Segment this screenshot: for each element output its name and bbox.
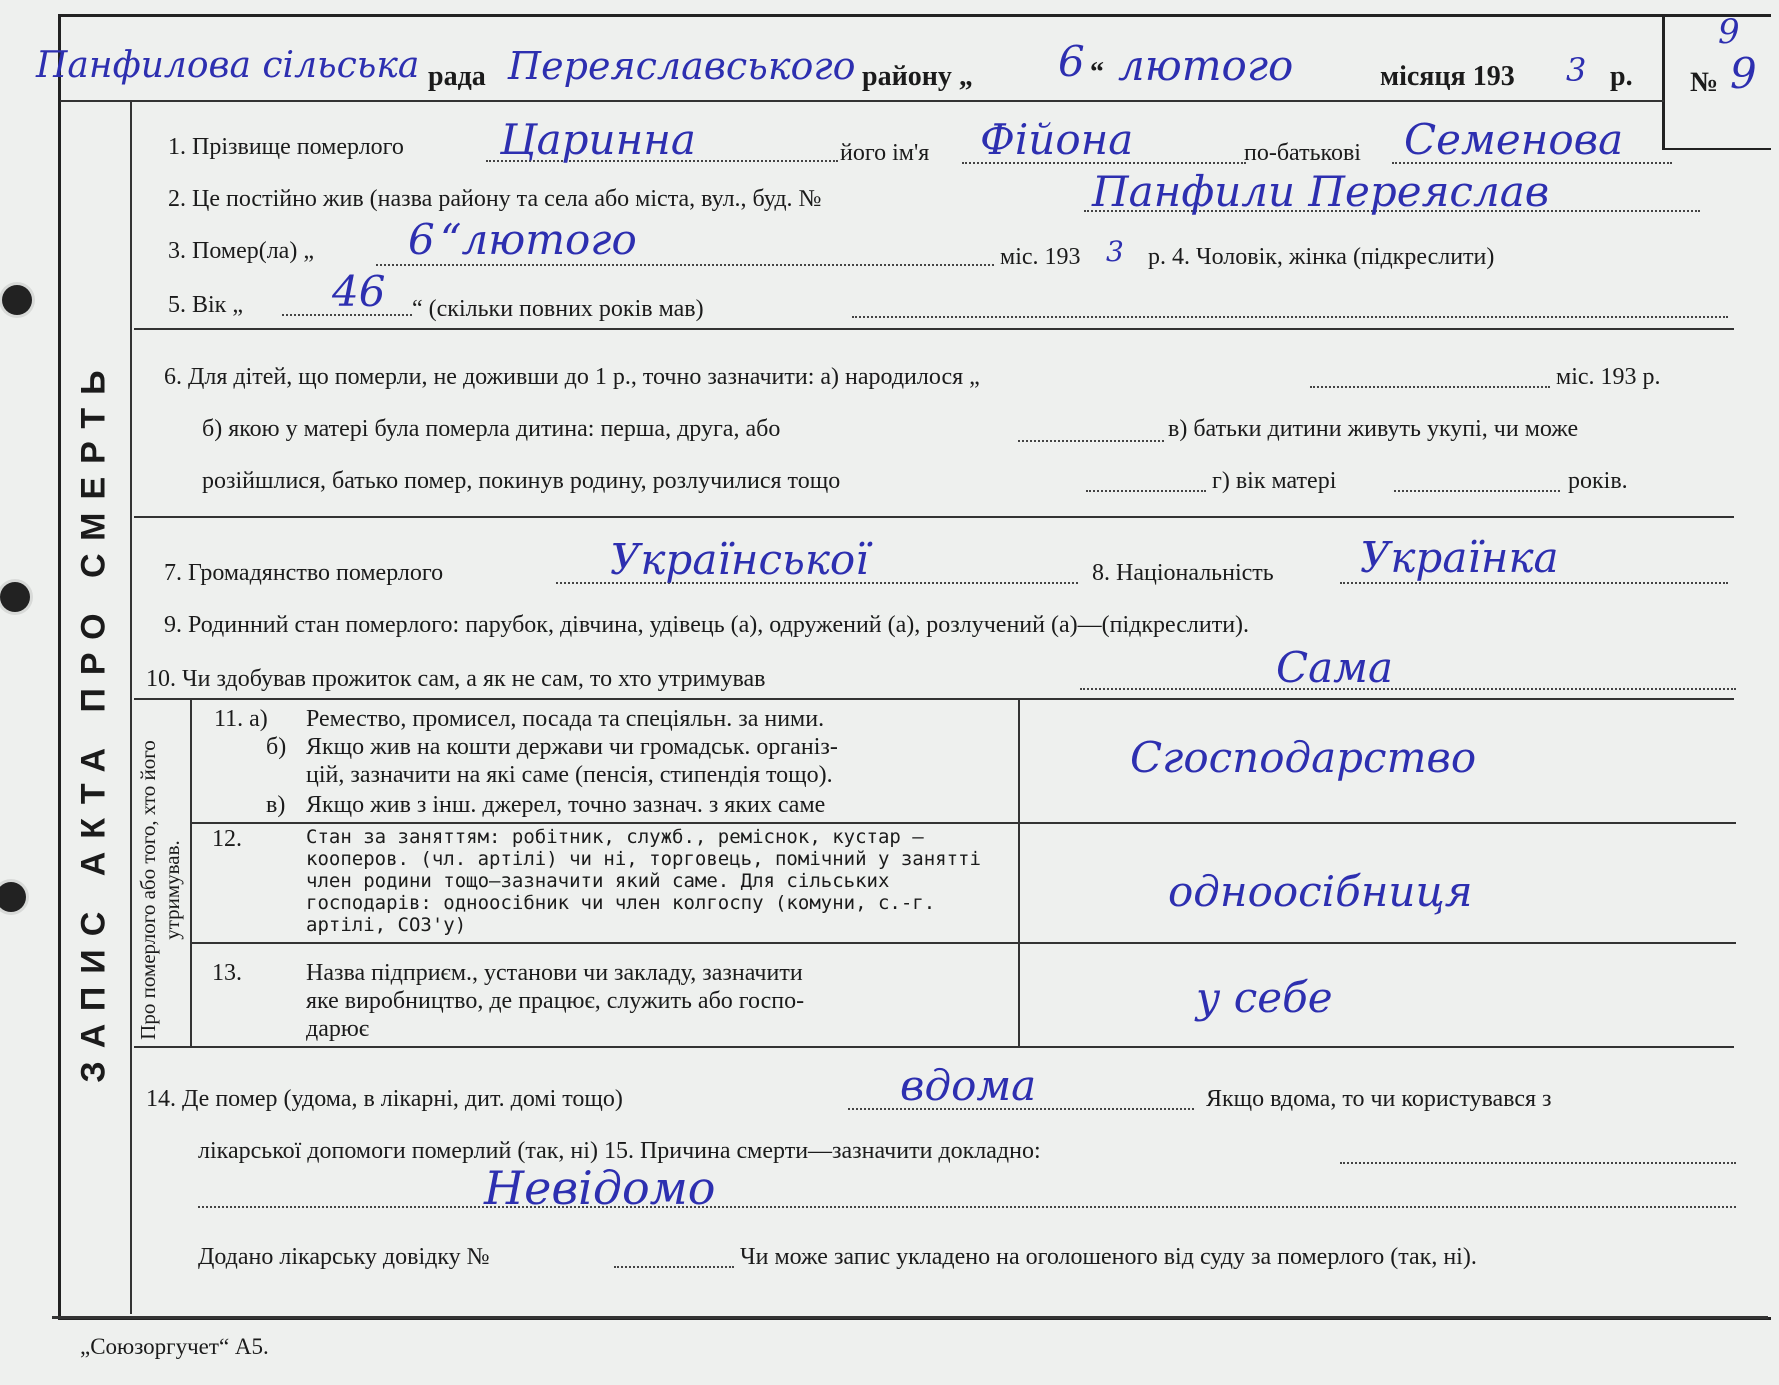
rotated-note: Про померлого або того, хто його утримував. bbox=[136, 740, 184, 1040]
f2-label: 2. Це постійно жив (назва району та села або міста, вул., буд. № bbox=[168, 186, 822, 212]
f3-year-digit: 3 bbox=[1106, 235, 1124, 268]
f14-line2: лікарської допомоги померлий (так, ні) 15. Причина смерти—зазначити докладно: bbox=[198, 1138, 1041, 1164]
f5-value: 46 bbox=[332, 267, 386, 316]
f1-name-value: Фійона bbox=[980, 115, 1134, 164]
bottom-rule bbox=[52, 1316, 1768, 1319]
f11-a: Ремество, промисел, посада та спеціяльн. за ними. bbox=[306, 706, 825, 732]
f2-value: Панфили Переяслав bbox=[1092, 167, 1550, 216]
f3-day: 6 bbox=[408, 215, 435, 264]
f12-num: 12. bbox=[212, 826, 242, 852]
f12-line: кооперов. (чл. артілі) чи ні, торговець, помічний у занятті bbox=[306, 848, 981, 870]
f11-b: Якщо жив на кошти держави чи громадськ. організ- bbox=[306, 734, 838, 760]
f13-num: 13. bbox=[212, 960, 242, 986]
f12-line: Стан за заняттям: робітник, служб., реміснок, кустар — bbox=[306, 826, 924, 848]
f6-line3-mid: г) вік матері bbox=[1212, 468, 1337, 494]
number-label: № bbox=[1690, 67, 1719, 98]
f1-value: Царинна bbox=[500, 115, 696, 164]
f9-label: 9. Родинний стан померлого: парубок, дівчина, удівець (а), одружений (а), розлучений (а)—(підкреслити). bbox=[164, 612, 1250, 638]
f10-dots bbox=[1080, 688, 1736, 690]
f8-dots bbox=[1340, 582, 1728, 584]
f15-dots2 bbox=[198, 1206, 1736, 1208]
f12-line: господарів: одноосібник чи член колгоспу (комуни, с.-г. bbox=[306, 892, 936, 914]
f6-line3: розійшлися, батько помер, покинув родину, розлучилися тощо bbox=[202, 468, 841, 494]
f16-label: Додано лікарську довідку № bbox=[198, 1244, 490, 1270]
district-label: району „ bbox=[862, 61, 973, 92]
f7-value: Української bbox=[610, 535, 869, 584]
f13-l2: яке виробництво, де працює, служить або госпо- bbox=[306, 988, 805, 1014]
table-left-rule bbox=[190, 700, 192, 1046]
f6-line1: 6. Для дітей, що померли, не доживши до 1 р., точно зазначити: а) народилося „ bbox=[164, 364, 980, 390]
f11-value: Сгосподарство bbox=[1130, 733, 1477, 782]
f12-line: член родини тощо—зазначити який саме. Для сільських bbox=[306, 870, 890, 892]
header-rule bbox=[60, 100, 1664, 102]
f10-value: Сама bbox=[1276, 643, 1394, 692]
f10-label: 10. Чи здобував прожиток сам, а як не сам, то хто утримував bbox=[146, 666, 766, 692]
f14-label: 14. Де помер (удома, в лікарні, дит. домі тощо) bbox=[146, 1086, 623, 1112]
f16-rest: Чи може запис укладено на оголошеного від суду за померлого (так, ні). bbox=[740, 1244, 1477, 1270]
f11-c-mark: в) bbox=[266, 792, 286, 818]
f6-line2-end: в) батьки дитини живуть укупі, чи може bbox=[1168, 416, 1579, 442]
f11-b-mark: б) bbox=[266, 734, 287, 760]
month-handwritten: лютого bbox=[1118, 41, 1294, 90]
number-top-handwritten: 9 bbox=[1718, 12, 1740, 52]
table-mid-rule bbox=[1018, 700, 1020, 1046]
f1-label: 1. Прізвище померлого bbox=[168, 134, 404, 160]
f13-l1: Назва підприєм., установи чи закладу, зазначити bbox=[306, 960, 803, 986]
rule-after-12 bbox=[190, 942, 1736, 944]
rule-after-11 bbox=[190, 822, 1736, 824]
f11-b2: цій, зазначити на які саме (пенсія, стипендія тощо). bbox=[306, 762, 833, 788]
f3-rest: р. 4. Чоловік, жінка (підкреслити) bbox=[1148, 244, 1495, 270]
f12-block bbox=[306, 826, 1006, 936]
rule-after-5 bbox=[134, 328, 1734, 330]
day-handwritten: 6 bbox=[1058, 37, 1085, 86]
f5-rest-dots bbox=[852, 316, 1728, 318]
binder-hole bbox=[0, 582, 30, 612]
month-label: місяця 193 bbox=[1380, 61, 1515, 92]
quote-open: “ bbox=[1090, 57, 1104, 88]
f15-value: Невідомо bbox=[484, 1161, 716, 1215]
f15-dots1 bbox=[1340, 1162, 1736, 1164]
f6-line2: б) якою у матері була померла дитина: перша, друга, або bbox=[202, 416, 781, 442]
f5-rest: “ (скільки повних років мав) bbox=[412, 296, 704, 322]
rada-label: рада bbox=[428, 61, 486, 92]
f8-label: 8. Національність bbox=[1092, 560, 1274, 586]
f13-l3: дарює bbox=[306, 1016, 370, 1042]
f1-name-label: його ім'я bbox=[840, 140, 930, 166]
rule-after-13 bbox=[134, 1046, 1734, 1048]
f8-value: Українка bbox=[1360, 533, 1559, 582]
council-name-handwritten: Панфилова сільська bbox=[36, 45, 420, 86]
f6-dots4 bbox=[1394, 490, 1560, 492]
f3-month-label: міс. 193 bbox=[1000, 244, 1081, 270]
f1-patronymic-value: Семенова bbox=[1404, 115, 1624, 164]
f3-label: 3. Помер(ла) „ bbox=[168, 238, 314, 264]
f13-value: у себе bbox=[1196, 973, 1333, 1022]
number-handwritten: 9 bbox=[1730, 49, 1757, 98]
f14-rest: Якщо вдома, то чи користувався з bbox=[1206, 1086, 1552, 1112]
f6-line1-end: міс. 193 р. bbox=[1556, 364, 1661, 390]
f3-month: “лютого bbox=[440, 215, 637, 264]
binder-hole bbox=[2, 285, 32, 315]
f6-line3-end: років. bbox=[1568, 468, 1628, 494]
f11-c: Якщо жив з інш. джерел, точно зазнач. з яких саме bbox=[306, 792, 826, 818]
f16-dots bbox=[614, 1266, 734, 1268]
f7-label: 7. Громадянство померлого bbox=[164, 560, 444, 586]
side-title: ЗАПИС АКТА ПРО СМЕРТЬ bbox=[74, 357, 113, 1083]
f6-dots3 bbox=[1086, 490, 1206, 492]
f5-label: 5. Вік „ bbox=[168, 292, 243, 318]
district-handwritten: Переяславського bbox=[508, 44, 856, 88]
f12-value: одноосібниця bbox=[1168, 867, 1473, 916]
f12-line: артілі, СОЗ'у) bbox=[306, 914, 467, 936]
year-digit-handwritten: 3 bbox=[1566, 51, 1587, 89]
f6-dots1 bbox=[1310, 386, 1550, 388]
footer-imprint: „Союзоргучет“ А5. bbox=[80, 1334, 269, 1359]
f1-patronymic-label: по-батькові bbox=[1244, 140, 1361, 166]
rule-after-10 bbox=[134, 698, 1734, 700]
f14-value: вдома bbox=[900, 1061, 1037, 1110]
year-label: р. bbox=[1610, 61, 1633, 92]
rule-after-6 bbox=[134, 516, 1734, 518]
f11-num: 11. а) bbox=[214, 706, 268, 732]
f6-dots2 bbox=[1018, 440, 1164, 442]
binder-hole bbox=[0, 882, 26, 912]
f3-dots bbox=[376, 264, 994, 266]
